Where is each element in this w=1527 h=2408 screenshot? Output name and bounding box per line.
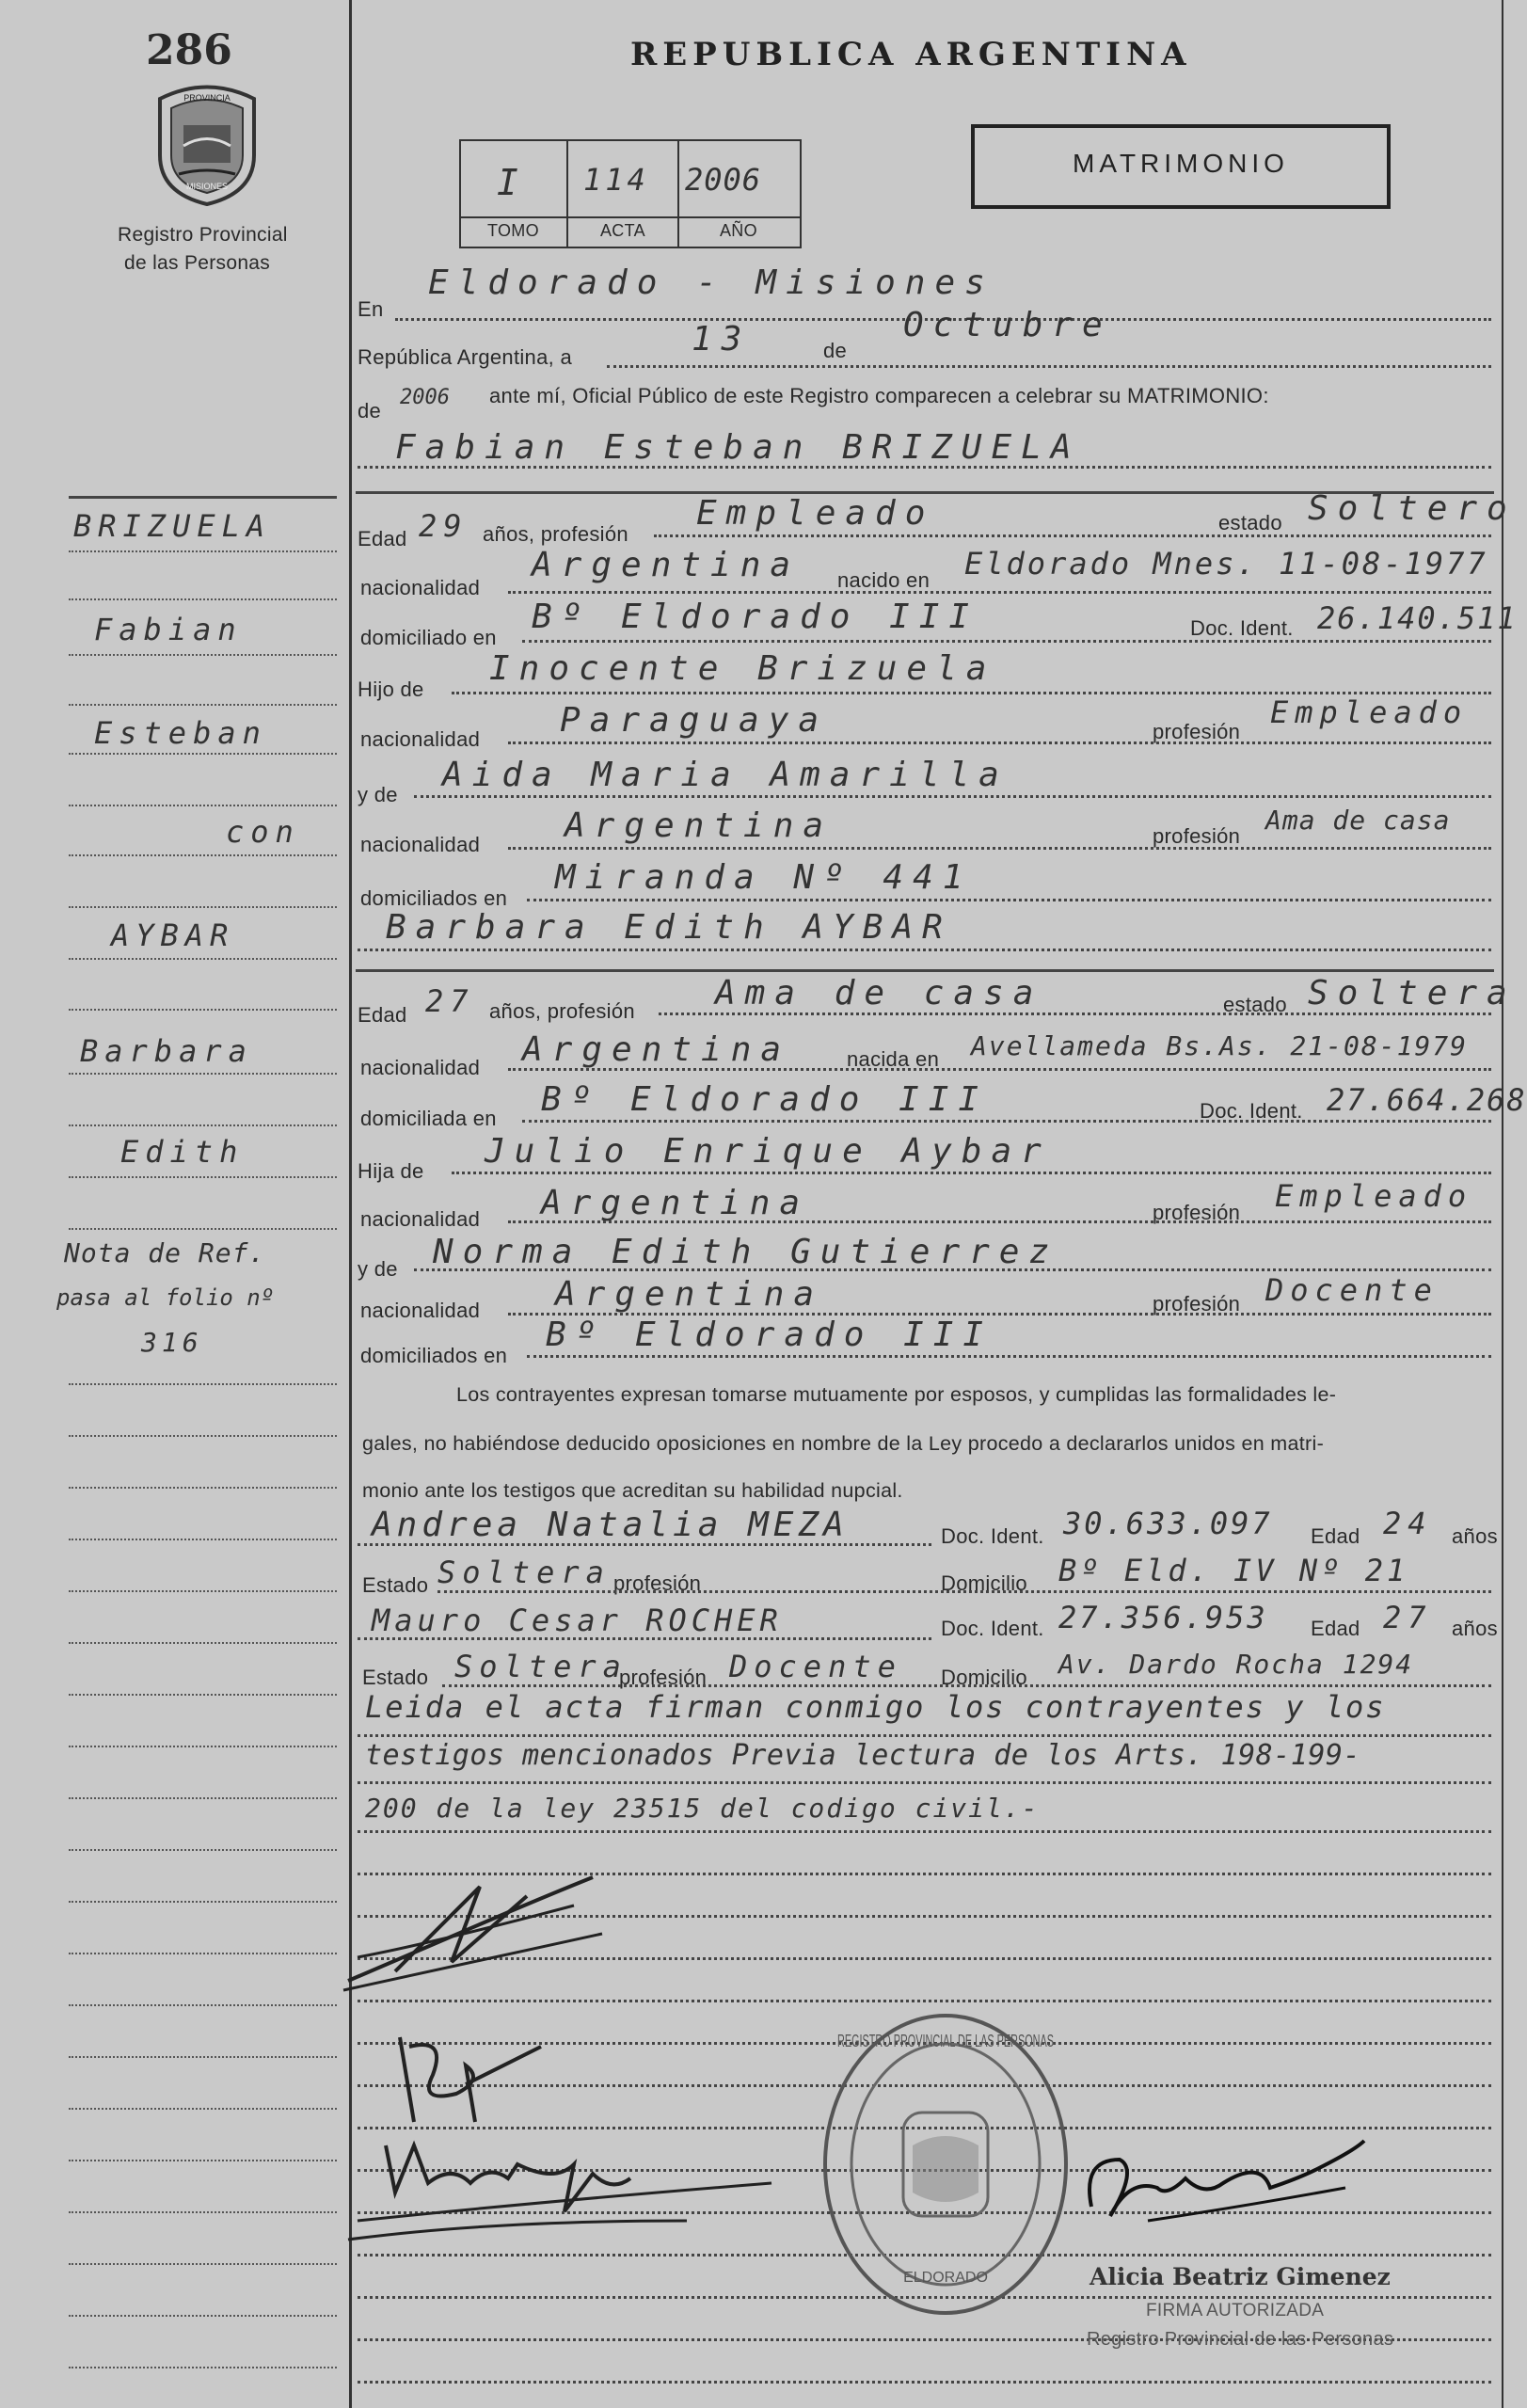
tomo-value: I [497, 162, 528, 203]
declaration-line3: monio ante los testigos que acreditan su habilidad nupcial. [362, 1479, 903, 1502]
groom-estado-label: estado [1218, 511, 1282, 534]
svg-text:ELDORADO: ELDORADO [903, 2270, 988, 2286]
groom-birth: Eldorado Mnes. 11-08-1977 [964, 546, 1488, 582]
witness2-doc-label: Doc. Ident. [941, 1617, 1044, 1640]
margin-surname-bride: AYBAR [111, 917, 235, 953]
official-signature-icon [1073, 2131, 1374, 2244]
column-divider-left [349, 0, 352, 2408]
svg-text:MISIONES: MISIONES [185, 182, 229, 191]
witness2-anos-label: años [1452, 1617, 1498, 1640]
groom-profession: Empleado [696, 494, 935, 533]
bride-edad-label: Edad [358, 1003, 407, 1027]
de-label: de [823, 339, 848, 362]
bride-nacionalidad-label: nacionalidad [360, 1056, 481, 1079]
groom-mother-nacionalidad-label: nacionalidad [360, 833, 481, 856]
margin-surname-groom: BRIZUELA [73, 508, 272, 544]
groom-mother-profesion-label: profesión [1153, 824, 1241, 848]
registry-name-line2: de las Personas [124, 252, 271, 274]
groom-mother: Aida Maria Amarilla [442, 756, 1009, 794]
witness2-doc: 27.356.953 [1058, 1600, 1268, 1635]
ano-value: 2006 [685, 162, 762, 198]
margin-name-groom-2: Esteban [94, 715, 267, 751]
column-divider-right [1502, 0, 1503, 2408]
margin-note-line1: Nota de Ref. [64, 1237, 266, 1268]
closing-line1: Leida el acta firman conmigo los contrayentes y los [365, 1689, 1386, 1725]
witness1-estado-label: Estado [362, 1573, 429, 1597]
folio-number: 286 [146, 26, 232, 74]
closing-line2: testigos mencionados Previa lectura de los Arts. 198-199- [365, 1739, 1361, 1772]
margin-note-folio: 316 [141, 1327, 203, 1358]
witness2-age: 27 [1383, 1600, 1433, 1635]
bride-domiciliada-label: domiciliada en [360, 1107, 497, 1130]
bride-father-nacionalidad-label: nacionalidad [360, 1207, 481, 1231]
acta-label: ACTA [600, 221, 645, 240]
witness2-name: Mauro Cesar ROCHER [372, 1603, 783, 1638]
bride-full-name: Barbara Edith AYBAR [386, 908, 952, 947]
groom-full-name: Fabian Esteban BRIZUELA [395, 428, 1081, 467]
bride-nacida-label: nacida en [847, 1047, 940, 1071]
bride-mother: Norma Edith Gutierrez [433, 1233, 1059, 1271]
margin-name-groom-1: Fabian [94, 612, 243, 647]
bride-mother-profession: Docente [1265, 1272, 1439, 1308]
republica-label: República Argentina, a [358, 345, 572, 369]
bride-parents-address: Bº Eldorado III [546, 1316, 994, 1354]
groom-hijo-label: Hijo de [358, 678, 424, 701]
margin-note-line2: pasa al folio nº [56, 1284, 275, 1311]
registry-name-line1: Registro Provincial [118, 224, 288, 246]
bride-mother-nationality: Argentina [555, 1275, 824, 1314]
left-column-separator [69, 496, 337, 499]
bride-estado-label: estado [1223, 993, 1287, 1016]
registry-stamp-icon [814, 2004, 1077, 2324]
bride-anos-prof-label: años, profesión [489, 999, 635, 1023]
margin-name-bride-2: Edith [120, 1134, 245, 1170]
witness1-name: Andrea Natalia MEZA [372, 1506, 849, 1544]
witness1-state: Soltera [437, 1555, 611, 1590]
bride-doc-label: Doc. Ident. [1200, 1099, 1303, 1123]
country-title: REPUBLICA ARGENTINA [630, 36, 1192, 73]
tomo-label: TOMO [487, 221, 539, 240]
groom-age: 29 [419, 508, 469, 544]
groom-address: Bº Eldorado III [532, 598, 979, 636]
groom-father-profesion-label: profesión [1153, 720, 1241, 743]
svg-text:REGISTRO PROVINCIAL DE LAS PER: REGISTRO PROVINCIAL DE LAS PERSONAS [837, 2032, 1054, 2050]
witness1-profesion-label: profesión [613, 1571, 702, 1595]
groom-anos-prof-label: años, profesión [483, 522, 628, 546]
bride-y-de-label: y de [358, 1257, 398, 1281]
bride-profession: Ama de casa [715, 974, 1043, 1013]
document-type-label: MATRIMONIO [1073, 149, 1289, 178]
witness1-signature-icon [348, 2127, 781, 2249]
witness2-profesion-label: profesión [619, 1666, 708, 1689]
declaration-line2: gales, no habiéndose deducido oposiciones en nombre de la Ley procedo a declararlos unidos en matri- [362, 1432, 1325, 1455]
witness2-state: Soltera [454, 1649, 628, 1684]
bride-father-profession: Empleado [1275, 1178, 1473, 1214]
bride-birth: Avellameda Bs.As. 21-08-1979 [971, 1030, 1469, 1061]
en-label: En [358, 297, 384, 321]
witness1-age: 24 [1383, 1506, 1433, 1541]
official-name: Alicia Beatriz Gimenez [1090, 2263, 1391, 2290]
witness1-doc: 30.633.097 [1063, 1506, 1273, 1541]
groom-parents-address: Miranda Nº 441 [555, 858, 973, 897]
groom-domiciliados-label: domiciliados en [360, 886, 508, 910]
groom-mother-nationality: Argentina [565, 806, 834, 845]
year-value: 2006 [400, 386, 450, 409]
witness2-profession: Docente [729, 1649, 902, 1684]
groom-y-de-label: y de [358, 783, 398, 806]
bride-doc-number: 27.664.268 [1327, 1082, 1527, 1118]
bride-nationality: Argentina [522, 1030, 791, 1069]
month-value: Octubre [903, 306, 1112, 344]
groom-nacido-label: nacido en [837, 568, 931, 592]
groom-signature-icon [339, 1868, 612, 2000]
groom-mother-profession: Ama de casa [1265, 805, 1451, 836]
day-value: 13 [692, 320, 752, 359]
witness1-edad-label: Edad [1311, 1524, 1360, 1548]
bride-father: Julio Enrique Aybar [485, 1132, 1051, 1171]
groom-father-nacionalidad-label: nacionalidad [360, 727, 481, 751]
witness1-doc-label: Doc. Ident. [941, 1524, 1044, 1548]
groom-father: Inocente Brizuela [489, 649, 996, 688]
groom-nacionalidad-label: nacionalidad [360, 576, 481, 599]
bride-mother-profesion-label: profesión [1153, 1292, 1241, 1316]
record-number-box [459, 139, 802, 248]
witness1-anos-label: años [1452, 1524, 1498, 1548]
document-type-box [971, 124, 1391, 209]
bride-civil-state: Soltera [1308, 974, 1517, 1013]
officer-text: ante mí, Oficial Público de este Registro comparecen a celebrar su MATRIMONIO: [489, 384, 1269, 407]
groom-domicilio-label: domiciliado en [360, 626, 497, 649]
official-org: Registro Provincial de las Personas [1087, 2329, 1394, 2350]
witness2-address: Av. Dardo Rocha 1294 [1058, 1649, 1414, 1680]
de-year-label: de [358, 399, 382, 423]
bride-father-nationality: Argentina [541, 1184, 810, 1222]
groom-edad-label: Edad [358, 527, 407, 550]
groom-civil-state: Soltero [1308, 489, 1517, 528]
bride-father-profesion-label: profesión [1153, 1201, 1241, 1224]
bride-age: 27 [425, 983, 475, 1019]
witness2-domicilio-label: Domicilio [941, 1666, 1027, 1689]
acta-value: 114 [583, 162, 649, 198]
bride-signature-icon [381, 2028, 550, 2131]
groom-father-profession: Empleado [1270, 694, 1469, 730]
closing-line3: 200 de la ley 23515 del codigo civil.- [365, 1793, 1040, 1824]
bride-address: Bº Eldorado III [541, 1080, 989, 1119]
witness1-domicilio-label: Domicilio [941, 1571, 1027, 1595]
groom-doc-label: Doc. Ident. [1190, 616, 1294, 640]
groom-nationality: Argentina [532, 546, 801, 584]
margin-conjunction: con [226, 814, 300, 850]
province-seal-icon [151, 80, 263, 207]
witness2-edad-label: Edad [1311, 1617, 1360, 1640]
margin-name-bride-1: Barbara [80, 1033, 253, 1069]
groom-father-nationality: Paraguaya [560, 701, 829, 740]
official-title: FIRMA AUTORIZADA [1146, 2301, 1325, 2320]
ano-label: AÑO [720, 221, 757, 240]
bride-mother-nacionalidad-label: nacionalidad [360, 1299, 481, 1322]
bride-section-separator [356, 969, 1494, 972]
place-value: Eldorado - Misiones [428, 263, 994, 302]
declaration-line1: Los contrayentes expresan tomarse mutuamente por esposos, y cumplidas las formalidades le- [456, 1383, 1337, 1406]
witness2-estado-label: Estado [362, 1666, 429, 1689]
svg-text:PROVINCIA: PROVINCIA [183, 93, 231, 103]
witness1-address: Bº Eld. IV Nº 21 [1058, 1553, 1409, 1588]
groom-doc-number: 26.140.511 [1317, 600, 1518, 636]
bride-hija-label: Hija de [358, 1159, 424, 1183]
bride-domiciliados-label: domiciliados en [360, 1344, 508, 1367]
